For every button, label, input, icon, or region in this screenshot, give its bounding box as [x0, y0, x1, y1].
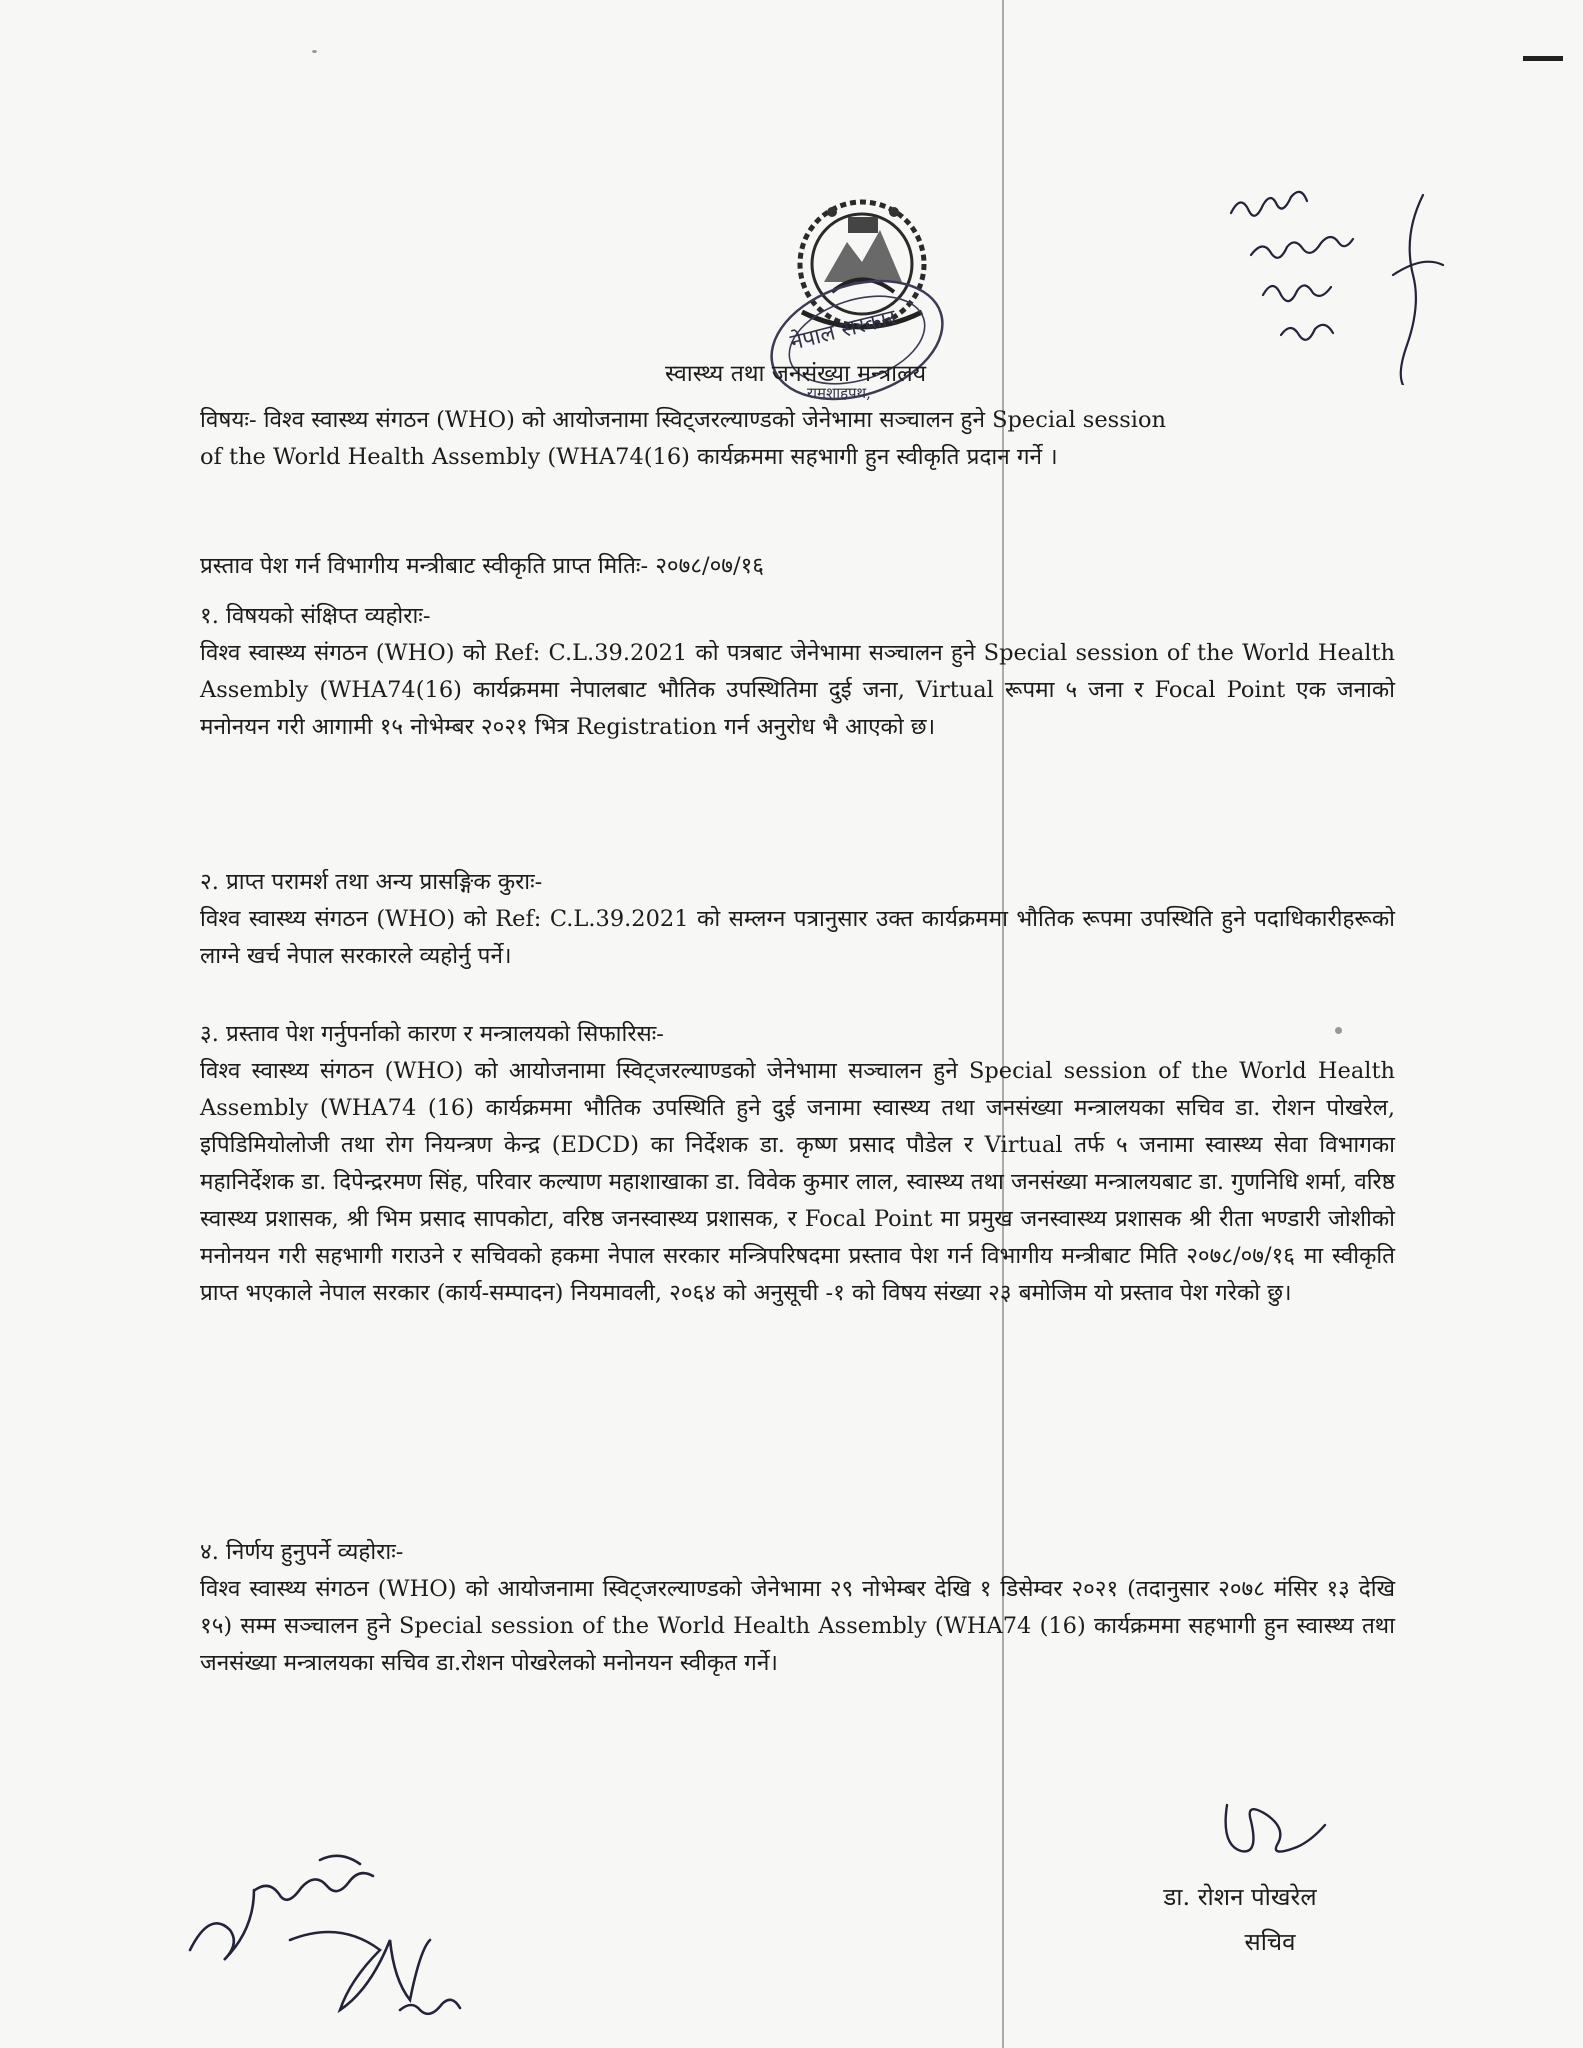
subject-line-2: of the World Health Assembly (WHA74(16) कार्यक्रममा सहभागी हुन स्वीकृति प्रदान गर्ने ।: [200, 444, 1058, 470]
signer-title: सचिव: [1244, 1928, 1296, 1956]
secretary-signature: [1215, 1795, 1335, 1865]
section-4-heading: ४. निर्णय हुनुपर्ने व्यहोराः-: [200, 1539, 404, 1565]
section-2: [200, 864, 1395, 975]
svg-text:नेपाल सरकार: नेपाल सरकार: [787, 305, 899, 356]
handwritten-signature-bottom: [170, 1820, 540, 2035]
subject-block: [200, 402, 1395, 476]
section-3-text: विश्व स्वास्थ्य संगठन (WHO) को आयोजनामा स्विट्जरल्याण्डको जेनेभामा सञ्चालन हुने Special session of the World Health Assembly (WHA74 (16) कार्यक्रममा भौतिक उपस्थिति हुने दुई जनामा स्वास्थ्य तथा जनसंख्या मन्त्रालयका सचिव डा. रोशन पोखरेल, इपिडिमियोलोजी तथा रोग नियन्त्रण केन्द्र (EDCD) का निर्देशक डा. कृष्ण प्रसाद पौडेल र Virtual तर्फ ५ जनामा स्वास्थ्य सेवा विभागका महानिर्देशक डा. दिपेन्द्ररमण सिंह, परिवार कल्याण महाशाखाका डा. विवेक कुमार लाल, स्वास्थ्य तथा जनसंख्या मन्त्रालयबाट डा. गुणनिधि शर्मा, वरिष्ठ स्वास्थ्य प्रशासक, श्री भिम प्रसाद सापकोटा, वरिष्ठ जनस्वास्थ्य प्रशासक, र Focal Point मा प्रमुख जनस्वास्थ्य प्रशासक श्री रीता भण्डारी जोशीको मनोनयन गरी सहभागी गराउने र सचिवको हकमा नेपाल सरकार मन्त्रिपरिषदमा प्रस्ताव पेश गर्न विभागीय मन्त्रीबाट मिति २०७८/०७/१६ मा स्वीकृति प्राप्त भएकाले नेपाल सरकार (कार्य-सम्पादन) नियमावली, २०६४ को अनुसूची -१ को विषय संख्या २३ बमोजिम यो प्रस्ताव पेश गरेको छु।: [200, 1058, 1395, 1306]
ministry-seal-stamp: [752, 270, 962, 420]
section-3-heading: ३. प्रस्ताव पेश गर्नुपर्नाको कारण र मन्त्रालयको सिफारिसः-: [200, 1021, 664, 1047]
subject-line-1: विषयः- विश्व स्वास्थ्य संगठन (WHO) को आयोजनामा स्विट्जरल्याण्डको जेनेभामा सञ्चालन हुने Special session: [200, 407, 1166, 433]
section-2-heading: २. प्राप्त परामर्श तथा अन्य प्रासङ्गिक कुराः-: [200, 869, 543, 895]
section-1: [200, 598, 1395, 746]
svg-text:रामशाहपथ,: रामशाहपथ,: [807, 384, 871, 402]
section-4: [200, 1534, 1395, 1682]
section-1-text: विश्व स्वास्थ्य संगठन (WHO) को Ref: C.L.39.2021 को पत्रबाट जेनेभामा सञ्चालन हुने Special session of the World Health Assembly (WHA74(16) कार्यक्रममा नेपालबाट भौतिक उपस्थितिमा दुई जना, Virtual रूपमा ५ जना र Focal Point एक जनाको मनोनयन गरी आगामी १५ नोभेम्बर २०२१ भित्र Registration गर्न अनुरोध भै आएको छ।: [200, 640, 1395, 740]
section-3: [200, 1016, 1395, 1312]
section-4-text: विश्व स्वास्थ्य संगठन (WHO) को आयोजनामा स्विट्जरल्याण्डको जेनेभामा २९ नोभेम्बर देखि १ डिसेम्वर २०२१ (तदानुसार २०७८ मंसिर १३ देखि १५) सम्म सञ्चालन हुने Special session of the World Health Assembly (WHA74 (16) कार्यक्रममा सहभागी हुन स्वास्थ्य तथा जनसंख्या मन्त्रालयका सचिव डा.रोशन पोखरेलको मनोनयन स्वीकृत गर्ने।: [200, 1576, 1395, 1676]
scan-mark: [1523, 56, 1563, 61]
signer-name: डा. रोशन पोखरेल: [1163, 1883, 1317, 1911]
section-1-heading: १. विषयको संक्षिप्त व्यहोराः-: [200, 603, 431, 629]
ministry-name: स्वास्थ्य तथा जनसंख्या मन्त्रालय: [665, 361, 927, 387]
handwritten-routing-note: [1223, 175, 1463, 385]
approval-date-line: प्रस्ताव पेश गर्न विभागीय मन्त्रीबाट स्वीकृति प्राप्त मितिः- २०७८/०७/१६: [200, 553, 764, 579]
scan-speck: [312, 50, 317, 53]
section-2-text: विश्व स्वास्थ्य संगठन (WHO) को Ref: C.L.39.2021 को सम्लग्न पत्रानुसार उक्त कार्यक्रममा भौतिक रूपमा उपस्थिति हुने पदाधिकारीहरूको लाग्ने खर्च नेपाल सरकारले व्यहोर्नु पर्ने।: [200, 906, 1395, 969]
signer-block: [1140, 1880, 1340, 1958]
